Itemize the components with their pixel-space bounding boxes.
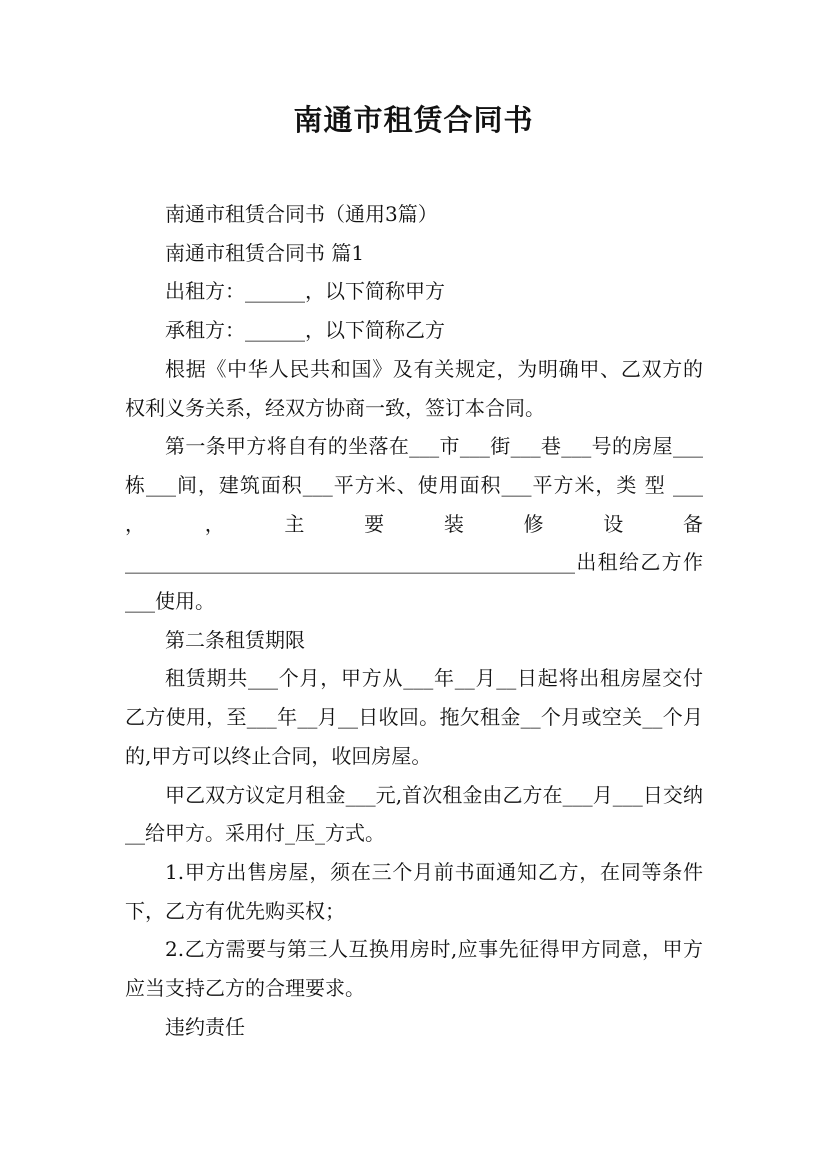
document-title: 南通市租赁合同书 — [293, 103, 534, 137]
paragraph-lessee: 承租方：______，以下简称乙方 — [165, 318, 445, 343]
paragraph-preamble: 根据《中华人民共和国》及有关规定，为明确甲、乙双方的权利义务关系，经双方协商一致，签订本合同。 — [125, 356, 703, 420]
paragraph-article-2-heading: 第二条租赁期限 — [165, 627, 305, 652]
paragraph-section-heading: 南通市租赁合同书 篇1 — [165, 240, 365, 265]
paragraph-subtitle: 南通市租赁合同书（通用3篇） — [165, 202, 438, 226]
paragraph-rent: 甲乙双方议定月租金___元,首次租金由乙方在___月___日交纳__给甲方。采用付_压_方式。 — [125, 782, 703, 846]
paragraph-lease-term: 租赁期共___个月，甲方从___年__月__日起将出租房屋交付乙方使用，至___年__月__日收回。拖欠租金__个月或空关__个月的,甲方可以终止合同，收回房屋。 — [125, 666, 703, 768]
paragraph-clause-1: 1.甲方出售房屋，须在三个月前书面通知乙方，在同等条件下，乙方有优先购买权； — [125, 859, 703, 923]
paragraph-clause-2: 2.乙方需要与第三人互换用房时,应事先征得甲方同意，甲方应当支持乙方的合理要求。 — [125, 937, 703, 1001]
paragraph-breach-heading: 违约责任 — [165, 1014, 245, 1039]
document-body — [125, 195, 710, 1046]
paragraph-article-1: 第一条甲方将自有的坐落在___市___街___巷___号的房屋___栋___间，建筑面积___平方米、使用面积___平方米，类 型 ___ ， ， 主 要 装 修 设 备 _____________________________________________出租给乙方作___使用。 — [125, 434, 710, 614]
paragraph-lessor: 出租方：______，以下简称甲方 — [165, 279, 445, 304]
